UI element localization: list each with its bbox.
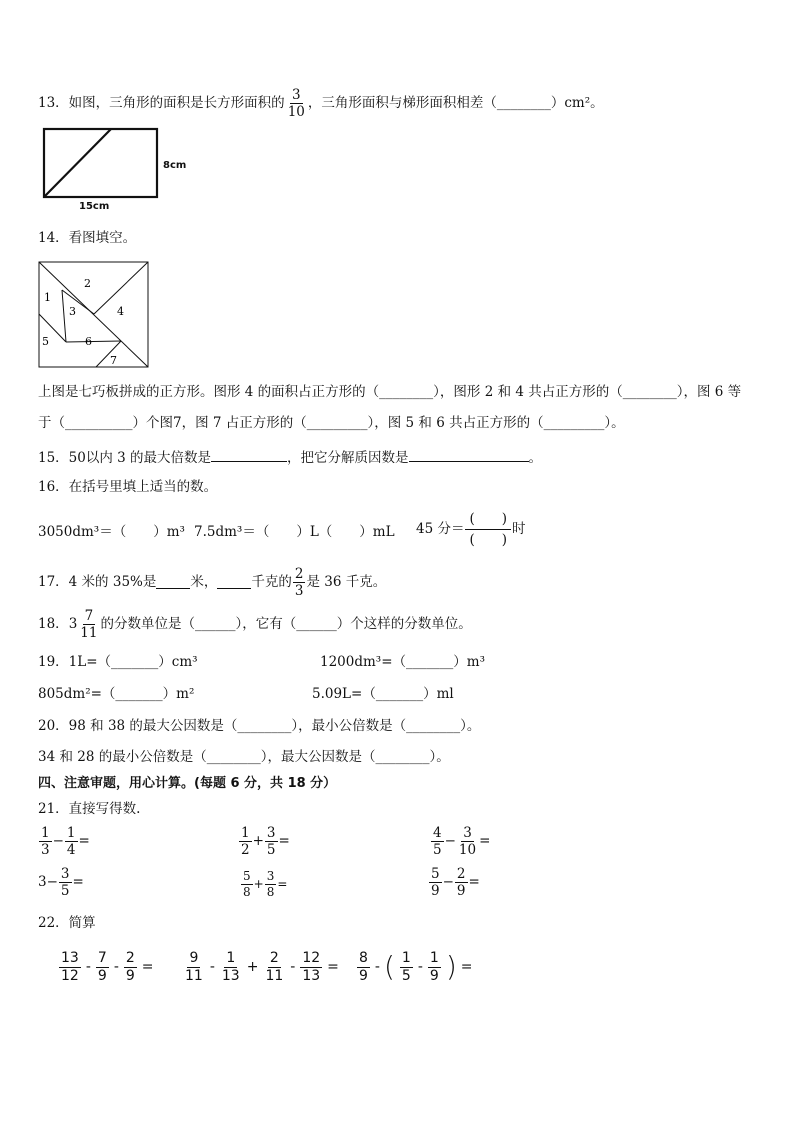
q17-frac-den: 3 — [294, 583, 304, 600]
q21-e3-frac-a — [431, 826, 444, 857]
q21-e2-a-den: 2 — [241, 842, 250, 859]
q22-e3-f1-num: 8 — [359, 950, 368, 966]
q16-part3-post: 时 — [512, 520, 526, 537]
q21-e2-frac-a — [239, 826, 252, 857]
q18-frac-den: 11 — [80, 625, 98, 642]
tangram-label-6: 6 — [85, 335, 92, 348]
q22-e2-frac-2 — [220, 951, 242, 983]
q16-title: 16．在括号里填上适当的数。 — [38, 479, 218, 495]
q22-e2-f4-den: 13 — [302, 967, 321, 984]
q15-part-c: 。 — [528, 450, 543, 466]
q17-fraction — [293, 567, 306, 598]
q21-expr-2 — [238, 826, 290, 857]
q14-line1: 上图是七巧板拼成的正方形。图形 4 的面积占正方形的（________），图形 2 和 4 共占正方形的（________），图 6 等 — [38, 384, 742, 400]
q19-part-d: 5.09L=（_______）ml — [312, 686, 454, 702]
q19-part-a: 19．1L=（_______）cm³ — [38, 654, 198, 670]
q16-part3 — [416, 512, 526, 547]
q13-frac-num: 3 — [291, 87, 301, 103]
q20-line1: 20．98 和 38 的最大公因数是（________），最小公倍数是（________）。 — [38, 718, 481, 734]
q21-e6-a-num: 5 — [431, 866, 440, 882]
q21-e4-b-den: 5 — [60, 883, 70, 900]
q21-e6-a-den: 9 — [431, 883, 440, 900]
q22-e1-f2-den: 9 — [97, 967, 107, 984]
q13-pre: 13．如图，三角形的面积是长方形面积的 — [38, 94, 285, 111]
tangram-figure — [38, 261, 150, 369]
q21-expr-5 — [240, 870, 287, 898]
q22-e1-f1-den: 12 — [61, 967, 79, 984]
q21-e3-a-num: 4 — [433, 825, 442, 841]
q14-line2: 于（__________）个图7，图 7 占正方形的（_________），图 5 和 6 共占正方形的（_________）。 — [38, 415, 625, 431]
q17-blank-2[interactable] — [217, 576, 251, 589]
q17-part-c: 千克的 — [251, 573, 292, 590]
q22-e3-f2-den: 5 — [401, 967, 411, 984]
q22-e1-f2-num: 7 — [97, 950, 107, 966]
q18-frac-num: 7 — [84, 608, 94, 624]
q21-e6-b-num: 2 — [456, 866, 466, 882]
q16-part2: 7.5dm³＝（ ）L（ ）mL — [194, 524, 395, 540]
q22-e2-f1-den: 11 — [185, 967, 203, 984]
q21-e1-b-den: 4 — [66, 842, 76, 859]
q22-e2-f3-den: 11 — [265, 967, 284, 984]
q14-title: 14．看图填空。 — [38, 230, 137, 246]
q16-frac-num: ( ) — [465, 512, 511, 530]
q21-e5-frac-a — [241, 870, 253, 898]
q13-height-label: 8cm — [163, 160, 187, 171]
tangram-label-2: 2 — [84, 277, 91, 290]
q22-e2-frac-4 — [300, 951, 322, 983]
q18-post: 的分数单位是（______），它有（______）个这样的分数单位。 — [100, 615, 472, 632]
q21-e1-a-den: 3 — [41, 842, 50, 859]
q22-e2-f1-num: 9 — [189, 950, 199, 966]
q22-e1-op2: - — [113, 959, 119, 976]
q22-e2-frac-3 — [263, 951, 285, 983]
q22-e3-left-paren: ( — [383, 950, 395, 984]
q22-expr-2 — [182, 951, 339, 983]
q19-part-b: 1200dm³=（_______）m³ — [320, 654, 485, 670]
q21-e2-eq: = — [278, 832, 290, 849]
q15-text — [38, 449, 542, 466]
q21-e5-b-den: 8 — [266, 884, 275, 899]
q21-e3-a-den: 5 — [433, 842, 442, 859]
q21-e4-b-num: 3 — [60, 866, 70, 882]
q22-e3-frac-1 — [357, 951, 370, 983]
q13-text — [38, 88, 604, 119]
q17-part-d: 是 36 千克。 — [306, 573, 387, 590]
q19-part-c: 805dm²=（_______）m² — [38, 686, 195, 702]
q21-e5-op: + — [253, 877, 264, 892]
q22-e2-op3: - — [290, 959, 296, 976]
q15-part-b: ，把它分解质因数是 — [287, 450, 409, 466]
q15-blank-2[interactable] — [409, 449, 529, 462]
q16-part3-pre: 45 分＝ — [416, 520, 465, 537]
q17-text — [38, 567, 386, 598]
q22-e3-eq: = — [460, 959, 473, 976]
q22-e3-frac-3 — [428, 951, 441, 983]
section4-title: 四、注意审题，用心计算。(每题 6 分，共 18 分） — [38, 776, 337, 791]
q21-e6-frac-b — [455, 867, 468, 898]
q21-e1-b-num: 1 — [66, 825, 76, 841]
q22-expr-1 — [58, 951, 154, 983]
q21-e4-eq: = — [72, 873, 84, 890]
q21-e6-b-den: 9 — [456, 883, 466, 900]
q21-e3-eq: = — [479, 832, 491, 849]
q17-part-b: 米， — [190, 573, 218, 590]
q21-e1-op: − — [52, 832, 64, 849]
q18-whole: 3 — [68, 615, 78, 632]
q22-e1-frac-1 — [59, 951, 81, 983]
q21-expr-4 — [38, 867, 84, 898]
q17-blank-1[interactable] — [156, 576, 190, 589]
q21-e1-frac-a — [39, 826, 52, 857]
q21-e3-b-num: 3 — [463, 825, 472, 841]
q22-e3-f3-den: 9 — [429, 967, 439, 984]
q15-part-a: 15．50以内 3 的最大倍数是 — [38, 450, 212, 466]
q22-e2-op1: - — [209, 959, 215, 976]
tangram-label-5: 5 — [42, 335, 49, 348]
q21-e2-op: + — [252, 832, 264, 849]
tangram-label-7: 7 — [110, 354, 117, 367]
q21-e6-frac-a — [429, 867, 442, 898]
q22-e3-op2: - — [417, 959, 423, 976]
q21-e4-frac-b — [59, 867, 72, 898]
q22-e1-f3-num: 2 — [125, 950, 135, 966]
q15-blank-1[interactable] — [211, 449, 287, 462]
q22-e2-f2-den: 13 — [221, 967, 240, 984]
q22-e1-f3-den: 9 — [125, 967, 135, 984]
q21-e4-a: 3 — [38, 873, 47, 890]
q21-e5-frac-b — [265, 870, 277, 898]
q22-e1-frac-2 — [96, 951, 109, 983]
q17-frac-num: 2 — [294, 566, 304, 582]
q22-e1-frac-3 — [124, 951, 137, 983]
q16-fraction — [465, 512, 511, 547]
q21-e2-b-num: 3 — [266, 825, 276, 841]
q22-e2-frac-1 — [183, 951, 205, 983]
q22-e2-op2: + — [246, 959, 259, 976]
q21-e3-frac-b — [457, 826, 478, 857]
q22-e3-op1: - — [374, 959, 380, 976]
q21-e1-a-num: 1 — [41, 825, 50, 841]
q21-e3-b-den: 10 — [458, 842, 477, 859]
q21-e6-eq: = — [468, 873, 480, 890]
q22-e2-f2-num: 1 — [226, 950, 236, 966]
q13-frac-den: 10 — [287, 104, 305, 121]
tangram-label-1: 1 — [44, 291, 51, 304]
q22-e3-f1-den: 9 — [359, 967, 368, 984]
q22-e2-eq: = — [327, 959, 339, 976]
q21-title: 21．直接写得数. — [38, 801, 141, 817]
q21-e4-op: − — [46, 873, 58, 890]
q18-fraction — [78, 609, 99, 640]
tangram-label-4: 4 — [117, 305, 124, 318]
q22-e3-f2-num: 1 — [401, 950, 411, 966]
q21-e1-frac-b — [65, 826, 78, 857]
q22-e2-f3-num: 2 — [269, 950, 279, 966]
q21-expr-1 — [38, 826, 90, 857]
q21-e2-a-num: 1 — [241, 825, 250, 841]
q13-post: ，三角形面积与梯形面积相差（________）cm²。 — [307, 94, 604, 111]
q22-expr-3 — [356, 951, 473, 983]
q22-e2-f4-num: 12 — [302, 950, 321, 966]
q22-title: 22．简算 — [38, 915, 96, 931]
q13-fraction — [286, 88, 307, 119]
q20-line2: 34 和 28 的最小公倍数是（________），最大公因数是（________）。 — [38, 749, 450, 765]
q21-e2-frac-b — [265, 826, 278, 857]
q16-frac-den: ( ) — [469, 532, 508, 549]
q21-e5-a-num: 5 — [243, 869, 251, 883]
q21-e3-op: − — [444, 832, 456, 849]
tangram-label-3: 3 — [69, 305, 76, 318]
q21-e5-a-den: 8 — [243, 884, 251, 899]
q22-e3-f3-num: 1 — [429, 950, 439, 966]
q21-e2-b-den: 5 — [266, 842, 276, 859]
q21-e5-eq: = — [277, 877, 288, 892]
q22-e1-f1-num: 13 — [61, 950, 79, 966]
q21-expr-3 — [430, 826, 490, 857]
q17-part-a: 17．4 米的 35%是 — [38, 573, 157, 590]
q22-e1-op1: - — [85, 959, 91, 976]
q22-e3-right-paren: ) — [445, 950, 457, 984]
q13-width-label: 15cm — [79, 201, 110, 212]
q21-e6-op: − — [442, 873, 454, 890]
q16-part1: 3050dm³＝（ ）m³ — [38, 524, 185, 540]
q21-expr-6 — [428, 867, 480, 898]
q18-text — [38, 609, 472, 640]
q21-e1-eq: = — [78, 832, 90, 849]
q22-e1-eq: = — [141, 959, 154, 976]
q21-e5-b-num: 3 — [266, 869, 275, 883]
q22-e3-frac-2 — [400, 951, 413, 983]
q18-pre: 18． — [38, 615, 69, 632]
